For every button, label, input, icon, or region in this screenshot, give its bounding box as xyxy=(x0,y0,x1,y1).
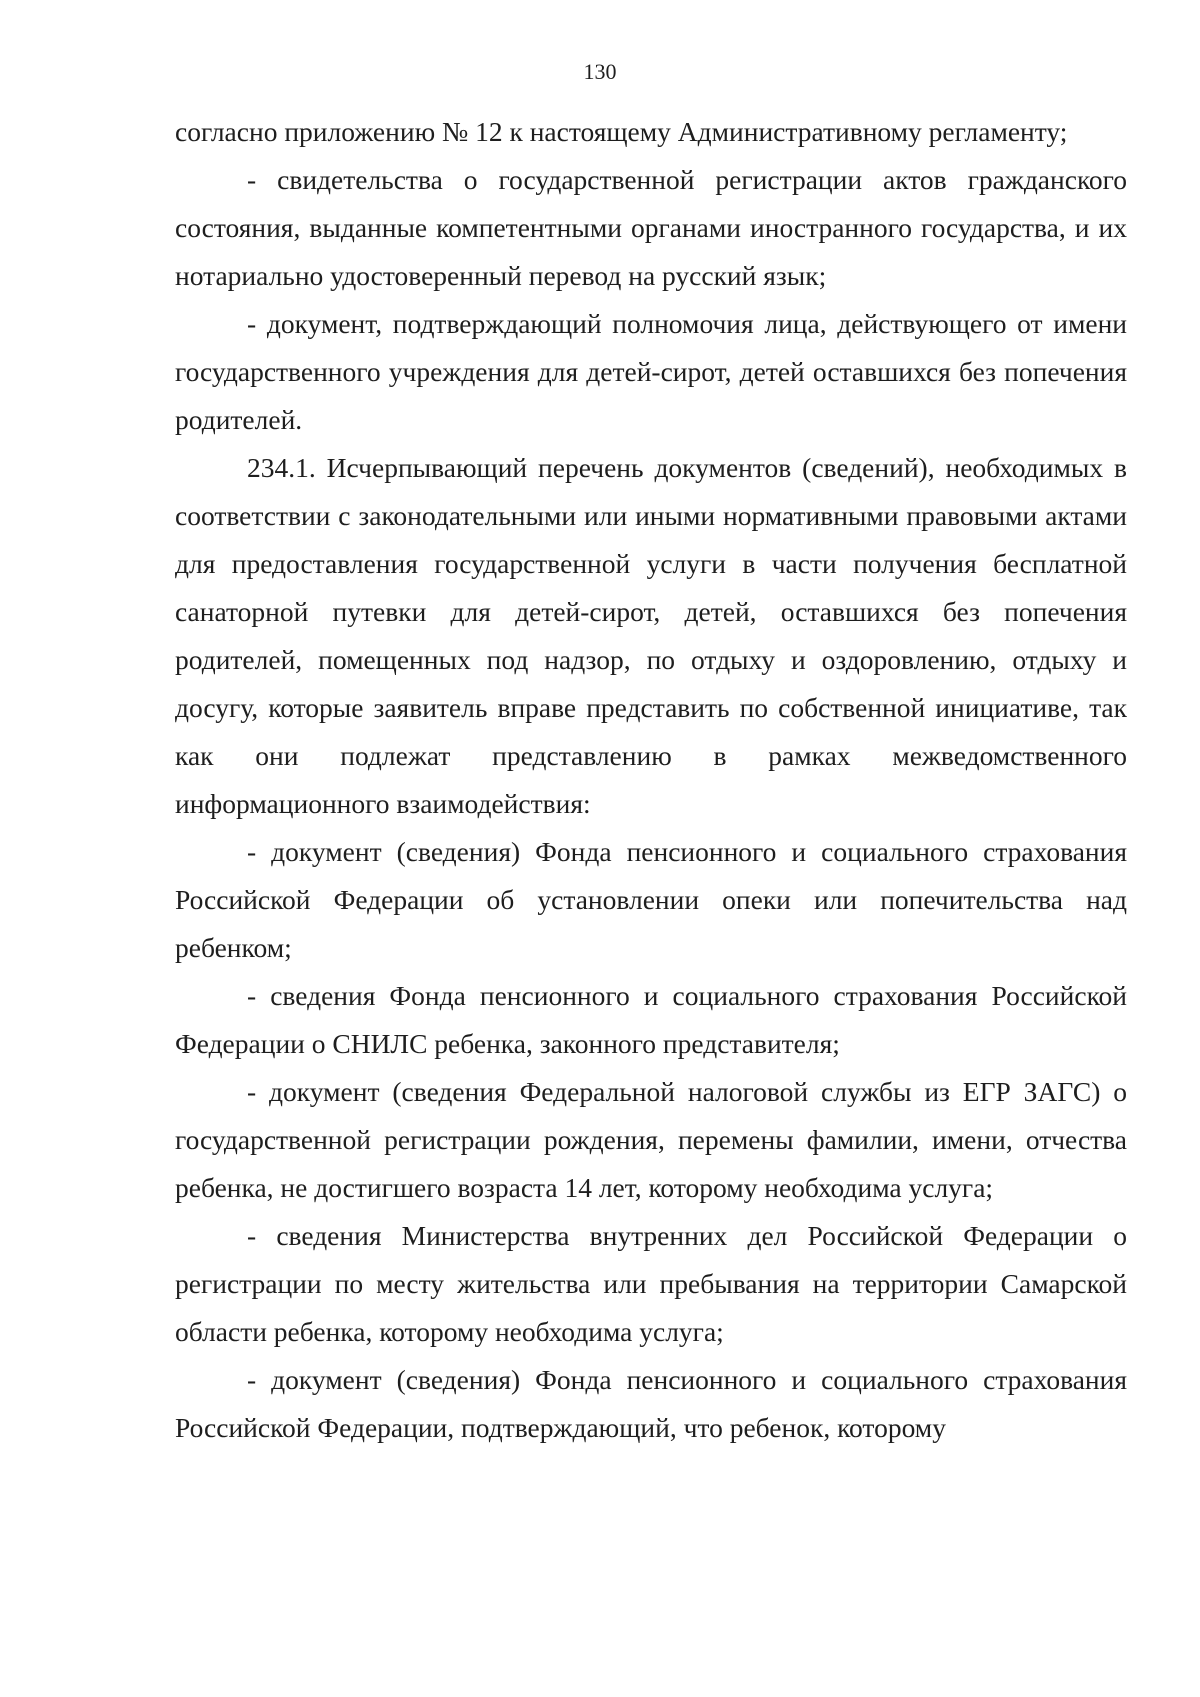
paragraph-pension-fund-confirmation: - документ (сведения) Фонда пенсионного и социального страхования Российской Федерации, подтверждающий, что ребенок, которому xyxy=(175,1364,1127,1443)
paragraph-guardianship-document: - документ (сведения) Фонда пенсионного и социального страхования Российской Федерации об установлении опеки или попечительства над ребенком; xyxy=(175,836,1127,963)
paragraph-birth-certificates-foreign: - свидетельства о государственной регистрации актов гражданского состояния, выданные компетентными органами иностранного государства, и их нотариально удостоверенный перевод на русский язык; xyxy=(175,164,1127,291)
page-number: 130 xyxy=(583,59,617,84)
paragraph-continuation: согласно приложению № 12 к настоящему Административному регламенту; xyxy=(175,116,1068,147)
paragraph-authority-document: - документ, подтверждающий полномочия лица, действующего от имени государственного учреждения для детей-сирот, детей оставшихся без попечения родителей. xyxy=(175,308,1127,435)
document-body xyxy=(175,108,1127,1452)
paragraph-mvd-registration: - сведения Министерства внутренних дел Российской Федерации о регистрации по месту жительства или пребывания на территории Самарской области ребенка, которому необходима услуга; xyxy=(175,1220,1127,1347)
paragraph-zags-registration: - документ (сведения Федеральной налоговой службы из ЕГР ЗАГС) о государственной регистрации рождения, перемены фамилии, имени, отчества ребенка, не достигшего возраста 14 лет, которому необходима услуга; xyxy=(175,1076,1127,1203)
paragraph-snils-info: - сведения Фонда пенсионного и социального страхования Российской Федерации о СНИЛС ребенка, законного представителя; xyxy=(175,980,1127,1059)
paragraph-234-1: 234.1. Исчерпывающий перечень документов (сведений), необходимых в соответствии с законодательными или иными нормативными правовыми актами для предоставления государственной услуги в части получения бесплатной санаторной путевки для детей-сирот, детей, оставшихся без попечения родителей, помещенных под надзор, по отдыху и оздоровлению, отдыху и досугу, которые заявитель вправе представить по собственной инициативе, так как они подлежат представлению в рамках межведомственного информационного взаимодействия: xyxy=(175,452,1127,819)
